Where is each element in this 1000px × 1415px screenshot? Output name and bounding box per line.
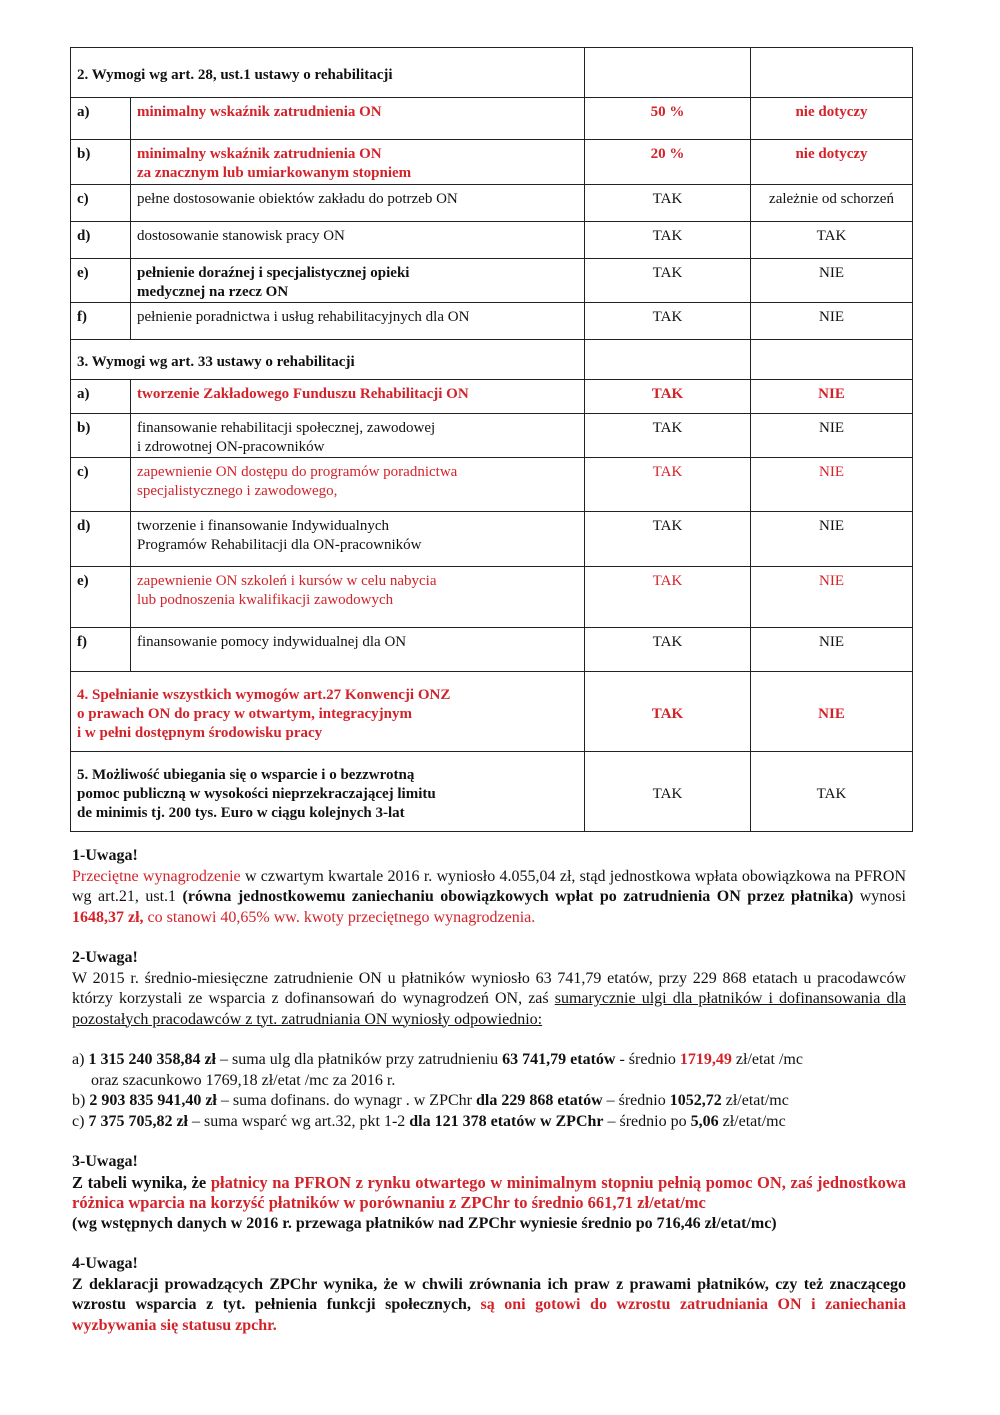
value-zpchr: NIE: [751, 567, 913, 628]
note-2-item-b: b) 2 903 835 941,40 zł – suma dofinans. do wynagr . w ZPChr dla 229 868 etatów – średnio 1052,72 zł/etat/mc: [72, 1092, 789, 1109]
requirement-text: [131, 222, 585, 259]
row-letter: b): [71, 414, 131, 458]
table-row: [71, 567, 913, 628]
note-1-amount: 1648,37 zł,: [72, 908, 144, 926]
requirement-line: pełne dostosowanie obiektów zakładu do potrzeb ON: [137, 191, 458, 207]
section-title: 3. Wymogi wg art. 33 ustawy o rehabilitacji: [71, 340, 585, 380]
requirement-line: zapewnienie ON szkoleń i kursów w celu nabycia: [137, 573, 437, 589]
requirement-line: specjalistycznego i zawodowego,: [137, 483, 338, 499]
row-letter: e): [71, 567, 131, 628]
requirement-text: [131, 414, 585, 458]
value-payers: TAK: [585, 672, 751, 752]
note-3-title: 3-Uwaga!: [72, 1153, 138, 1170]
table-row: [71, 512, 913, 567]
section-title-line: 4. Spełnianie wszystkich wymogów art.27 Konwencji ONZ: [77, 686, 451, 703]
table-row: [71, 222, 913, 259]
row-letter: a): [71, 380, 131, 414]
value-payers: TAK: [585, 185, 751, 222]
requirement-text: [131, 98, 585, 140]
note-3-text: Z tabeli wynika, że: [72, 1172, 211, 1192]
note-4-body: [72, 1275, 906, 1337]
note-1-text-b: wynosi: [853, 888, 906, 905]
note-2-item-a: a) 1 315 240 358,84 zł – suma ulg dla płatników przy zatrudnieniu 63 741,79 etatów - średnio 1719,49 zł/etat /mc: [72, 1051, 803, 1068]
table-row: [71, 628, 913, 672]
requirement-line: pełnienie doraźnej i specjalistycznej opieki: [137, 265, 410, 281]
value-zpchr: NIE: [751, 380, 913, 414]
row-letter: c): [71, 458, 131, 512]
table-row: [71, 140, 913, 185]
requirement-line: tworzenie i finansowanie Indywidualnych: [137, 518, 390, 534]
requirement-text: [131, 458, 585, 512]
requirement-line: finansowanie rehabilitacji społecznej, zawodowej: [137, 420, 436, 436]
requirement-line: tworzenie Zakładowego Funduszu Rehabilitacji ON: [137, 386, 469, 402]
requirement-text: [131, 512, 585, 567]
note-4-text: Z deklaracji prowadzących ZPChr wynika, że w chwili zrównania ich praw z prawami płatników, czy też znaczącego wzrostu wsparcia z tyt. pełnienia funkcji społecznych,: [72, 1275, 906, 1313]
row-letter: e): [71, 259, 131, 303]
note-4-title: 4-Uwaga!: [72, 1255, 138, 1272]
note-4-red: są oni gotowi do wzrostu zatrudniania ON i zaniechania wyzbywania się statusu zpchr.: [72, 1296, 906, 1334]
requirement-text: [131, 380, 585, 414]
requirement-text: [131, 567, 585, 628]
value-payers: [585, 340, 751, 380]
section-title-line: 5. Możliwość ubiegania się o wsparcie i o bezzwrotną: [77, 766, 415, 783]
requirement-line: finansowanie pomocy indywidualnej dla ON: [137, 634, 407, 650]
requirement-text: [131, 259, 585, 303]
value-zpchr: NIE: [751, 303, 913, 340]
value-payers: TAK: [585, 380, 751, 414]
note-2-underlined: sumarycznie ulgi dla płatników i dofinansowania dla pozostałych pracodawców z tyt. zatrudniania ON wyniosły odpowiednio:: [72, 990, 907, 1028]
value-payers: TAK: [585, 259, 751, 303]
value-zpchr: NIE: [751, 259, 913, 303]
value-payers: TAK: [585, 628, 751, 672]
section-title-line: pomoc publiczną w wysokości nieprzekraczającej limitu: [77, 785, 436, 802]
value-payers: TAK: [585, 458, 751, 512]
section-2-row: [71, 48, 913, 98]
value-payers: TAK: [585, 512, 751, 567]
section-title-line: i w pełni dostępnym środowisku pracy: [77, 724, 323, 741]
requirement-line: minimalny wskaźnik zatrudnienia ON: [137, 146, 382, 162]
requirement-line: za znacznym lub umiarkowanym stopniem: [137, 165, 412, 181]
row-letter: f): [71, 303, 131, 340]
note-2-item-c: c) 7 375 705,82 zł – suma wsparć wg art.32, pkt 1-2 dla 121 378 etatów w ZPChr – średnio po 5,06 zł/etat/mc: [72, 1112, 786, 1130]
row-letter: b): [71, 140, 131, 185]
section-row: [71, 672, 913, 752]
value-zpchr: zależnie od schorzeń: [751, 185, 913, 222]
value-payers: 50 %: [585, 98, 751, 140]
value-payers: TAK: [585, 303, 751, 340]
row-letter: d): [71, 512, 131, 567]
value-payers: TAK: [585, 752, 751, 832]
note-3-body: [72, 1173, 906, 1214]
requirement-line: Programów Rehabilitacji dla ON-pracowników: [137, 537, 422, 553]
note-2-title: 2-Uwaga!: [72, 949, 138, 966]
value-zpchr: NIE: [751, 414, 913, 458]
note-1-title: 1-Uwaga!: [72, 847, 138, 864]
requirement-line: zapewnienie ON dostępu do programów poradnictwa: [137, 464, 458, 480]
section-row: [71, 752, 913, 832]
value-payers: TAK: [585, 567, 751, 628]
row-letter: d): [71, 222, 131, 259]
value-zpchr: NIE: [751, 628, 913, 672]
value-zpchr: TAK: [751, 752, 913, 832]
requirement-text: [131, 303, 585, 340]
note-2-body: [72, 969, 906, 1031]
note-2-item-a-line2: oraz szacunkowo 1769,18 zł/etat /mc za 2016 r.: [91, 1071, 396, 1089]
table-row: [71, 259, 913, 303]
value-payers: TAK: [585, 222, 751, 259]
row-letter: a): [71, 98, 131, 140]
section-2-title: 2. Wymogi wg art. 28, ust.1 ustawy o rehabilitacji: [71, 48, 585, 98]
requirement-line: i zdrowotnej ON-pracowników: [137, 439, 325, 455]
requirement-line: minimalny wskaźnik zatrudnienia ON: [137, 104, 382, 120]
table-row: [71, 98, 913, 140]
note-1-bold: (równa jednostkowemu zaniechaniu obowiązkowych wpłat po zatrudnienia ON przez płatnika): [182, 888, 854, 905]
requirement-line: medycznej na rzecz ON: [137, 284, 289, 300]
note-1-text-a: w czwartym kwartale 2016 r. wyniosło 4.055,04 zł, stąd jednostkowa wpłata obowiązkowa na PFRON wg art.21, ust.1: [72, 867, 906, 905]
table-row: [71, 458, 913, 512]
requirement-text: [131, 185, 585, 222]
value-payers: 20 %: [585, 140, 751, 185]
empty-cell: [585, 48, 751, 98]
table-row: [71, 380, 913, 414]
note-3-red: płatnicy na PFRON z rynku otwartego w minimalnym stopniu pełnią pomoc ON, zaś jednostkowa różnica wparcia na korzyść płatników w porównaniu z ZPChr to średnio 661,71 zł/etat/mc: [72, 1172, 906, 1212]
row-letter: f): [71, 628, 131, 672]
requirement-text: [131, 140, 585, 185]
value-zpchr: NIE: [751, 458, 913, 512]
section-title: [71, 752, 585, 832]
note-1-red-2: co stanowi 40,65% ww. kwoty przeciętnego wynagrodzenia.: [143, 908, 536, 926]
section-title-line: de minimis tj. 200 tys. Euro w ciągu kolejnych 3-lat: [77, 804, 405, 821]
requirement-line: dostosowanie stanowisk pracy ON: [137, 228, 345, 244]
section-row: [71, 340, 913, 380]
value-zpchr: TAK: [751, 222, 913, 259]
row-letter: c): [71, 185, 131, 222]
table-row: [71, 414, 913, 458]
value-zpchr: nie dotyczy: [751, 98, 913, 140]
value-zpchr: [751, 340, 913, 380]
section-title-line: o prawach ON do pracy w otwartym, integracyjnym: [77, 705, 412, 722]
requirement-line: pełnienie poradnictwa i usług rehabilitacyjnych dla ON: [137, 309, 470, 325]
note-1-body: [72, 867, 906, 929]
requirements-table: [70, 47, 913, 832]
table-row: [71, 185, 913, 222]
value-zpchr: NIE: [751, 672, 913, 752]
value-zpchr: nie dotyczy: [751, 140, 913, 185]
requirement-text: [131, 628, 585, 672]
section-title: [71, 672, 585, 752]
table-row: [71, 303, 913, 340]
note-3-footnote: (wg wstępnych danych w 2016 r. przewaga płatników nad ZPChr wyniesie średnio po 716,46 zł/etat/mc): [72, 1214, 777, 1232]
empty-cell: [751, 48, 913, 98]
note-1-red: Przeciętne wynagrodzenie: [72, 867, 241, 885]
notes-section: [72, 846, 906, 1336]
requirement-line: lub podnoszenia kwalifikacji zawodowych: [137, 592, 394, 608]
value-zpchr: NIE: [751, 512, 913, 567]
value-payers: TAK: [585, 414, 751, 458]
note-2-text: W 2015 r. średnio-miesięczne zatrudnienie ON u płatników wyniosło 63 741,79 etatów, przy 229 868 etatach u pracodawców którzy korzystali ze wsparcia z dofinansowań do wynagrodzeń ON, zaś: [72, 969, 906, 1007]
